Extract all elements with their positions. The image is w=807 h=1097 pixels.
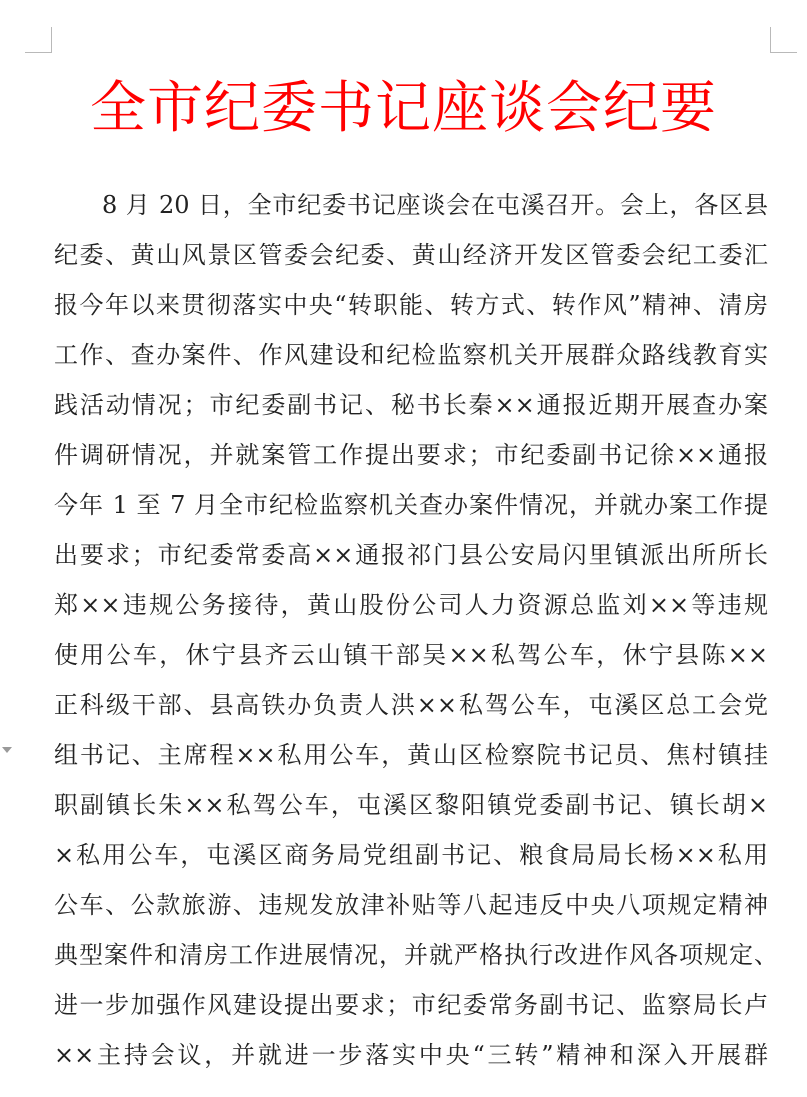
paragraph-line: 进一步加强作风建设提出要求；市纪委常务副书记、监察局长卢	[54, 991, 768, 1019]
paragraph-line: 今年 1 至 7 月全市纪检监察机关查办案件情况，并就办案工作提	[54, 491, 768, 519]
collapse-arrow-icon[interactable]	[2, 747, 12, 753]
paragraph-line: 纪委、黄山风景区管委会纪委、黄山经济开发区管委会纪工委汇	[54, 241, 768, 269]
paragraph-line: 践活动情况；市纪委副书记、秘书长秦××通报近期开展查办案	[54, 391, 768, 419]
paragraph-line: 8 月 20 日，全市纪委书记座谈会在屯溪召开。会上，各区县	[102, 191, 768, 219]
paragraph-line: 典型案件和清房工作进展情况，并就严格执行改进作风各项规定、	[54, 941, 778, 969]
paragraph-line: 正科级干部、县高铁办负责人洪××私驾公车，屯溪区总工会党	[54, 691, 768, 719]
paragraph-line: ××主持会议，并就进一步落实中央“三转”精神和深入开展群	[54, 1041, 768, 1069]
crop-mark-top-left	[25, 52, 52, 53]
paragraph-line: 职副镇长朱××私驾公车，屯溪区黎阳镇党委副书记、镇长胡×	[54, 791, 768, 819]
crop-mark-top-right	[770, 27, 771, 53]
paragraph-line: 出要求；市纪委常委高××通报祁门县公安局闪里镇派出所所长	[54, 541, 768, 569]
paragraph-line: 使用公车，休宁县齐云山镇干部吴××私驾公车，休宁县陈××	[54, 641, 768, 669]
paragraph-line: 组书记、主席程××私用公车，黄山区检察院书记员、焦村镇挂	[54, 741, 768, 769]
document-body	[54, 180, 778, 1080]
paragraph-line: 报今年以来贯彻落实中央“转职能、转方式、转作风”精神、清房	[54, 291, 768, 319]
crop-mark-top-left	[51, 27, 52, 53]
crop-mark-top-right	[770, 52, 797, 53]
paragraph-line: ×私用公车，屯溪区商务局党组副书记、粮食局局长杨××私用	[54, 841, 768, 869]
document-title: 全市纪委书记座谈会纪要	[90, 76, 717, 141]
paragraph-line: 郑××违规公务接待，黄山股份公司人力资源总监刘××等违规	[54, 591, 768, 619]
paragraph-line: 件调研情况，并就案管工作提出要求；市纪委副书记徐××通报	[54, 441, 768, 469]
paragraph-line: 公车、公款旅游、违规发放津补贴等八起违反中央八项规定精神	[54, 891, 768, 919]
paragraph-line: 工作、查办案件、作风建设和纪检监察机关开展群众路线教育实	[54, 341, 768, 369]
